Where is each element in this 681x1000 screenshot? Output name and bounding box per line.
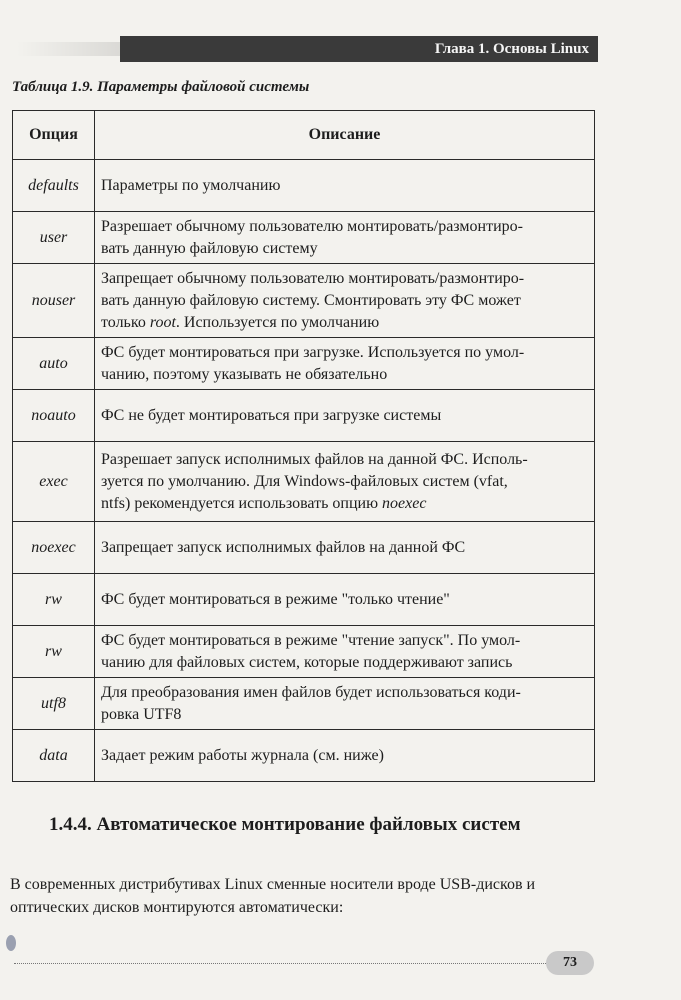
option-cell: nouser <box>13 264 95 338</box>
description-cell: ФС будет монтироваться при загрузке. Используется по умол- чанию, поэтому указывать не обязательно <box>95 338 595 390</box>
option-cell: noauto <box>13 390 95 442</box>
option-cell: auto <box>13 338 95 390</box>
description-cell: Задает режим работы журнала (см. ниже) <box>95 730 595 782</box>
section-heading: 1.4.4. Автоматическое монтирование файловых систем <box>49 814 521 835</box>
description-cell: Параметры по умолчанию <box>95 160 595 212</box>
option-cell: rw <box>13 574 95 626</box>
description-cell: Запрещает запуск исполнимых файлов на данной ФС <box>95 522 595 574</box>
description-cell: ФС будет монтироваться в режиме "чтение запуск". По умол- чанию для файловых систем, которые поддерживают запись <box>95 626 595 678</box>
margin-dot-marker <box>6 935 16 951</box>
option-cell: user <box>13 212 95 264</box>
description-cell: Разрешает запуск исполнимых файлов на данной ФС. Исполь- зуется по умолчанию. Для Windows-файловых систем (vfat, ntfs) рекомендуется использовать опцию noexec <box>95 442 595 522</box>
option-cell: exec <box>13 442 95 522</box>
table-row <box>13 264 595 338</box>
option-cell: data <box>13 730 95 782</box>
header-shadow <box>16 42 120 56</box>
table-row <box>13 522 595 574</box>
footer-dotted-rule <box>14 963 552 964</box>
description-cell: Для преобразования имен файлов будет использоваться коди- ровка UTF8 <box>95 678 595 730</box>
table-row <box>13 730 595 782</box>
chapter-title: Глава 1. Основы Linux <box>434 41 589 57</box>
table-row <box>13 338 595 390</box>
option-cell: defaults <box>13 160 95 212</box>
description-cell: Разрешает обычному пользователю монтировать/размонтиро- вать данную файловую систему <box>95 212 595 264</box>
table-row <box>13 626 595 678</box>
description-column-header: Описание <box>95 111 595 160</box>
description-cell: ФС будет монтироваться в режиме "только чтение" <box>95 574 595 626</box>
table-row <box>13 212 595 264</box>
table-caption: Таблица 1.9. Параметры файловой системы <box>12 79 310 95</box>
option-cell: utf8 <box>13 678 95 730</box>
table-row <box>13 442 595 522</box>
option-column-header: Опция <box>13 111 95 160</box>
table-row <box>13 574 595 626</box>
description-cell: ФС не будет монтироваться при загрузке системы <box>95 390 595 442</box>
body-paragraph: В современных дистрибутивах Linux сменные носители вроде USB-дисков и оптических дисков монтируются автоматически: <box>10 876 536 916</box>
table-row <box>13 678 595 730</box>
filesystem-options-table <box>12 110 595 782</box>
option-cell: noexec <box>13 522 95 574</box>
option-cell: rw <box>13 626 95 678</box>
description-cell: Запрещает обычному пользователю монтировать/размонтиро- вать данную файловую систему. Смонтировать эту ФС может только root. Используется по умолчанию <box>95 264 595 338</box>
table-header-row <box>13 111 595 160</box>
table-row <box>13 160 595 212</box>
table-row <box>13 390 595 442</box>
page-number: 73 <box>546 951 594 975</box>
